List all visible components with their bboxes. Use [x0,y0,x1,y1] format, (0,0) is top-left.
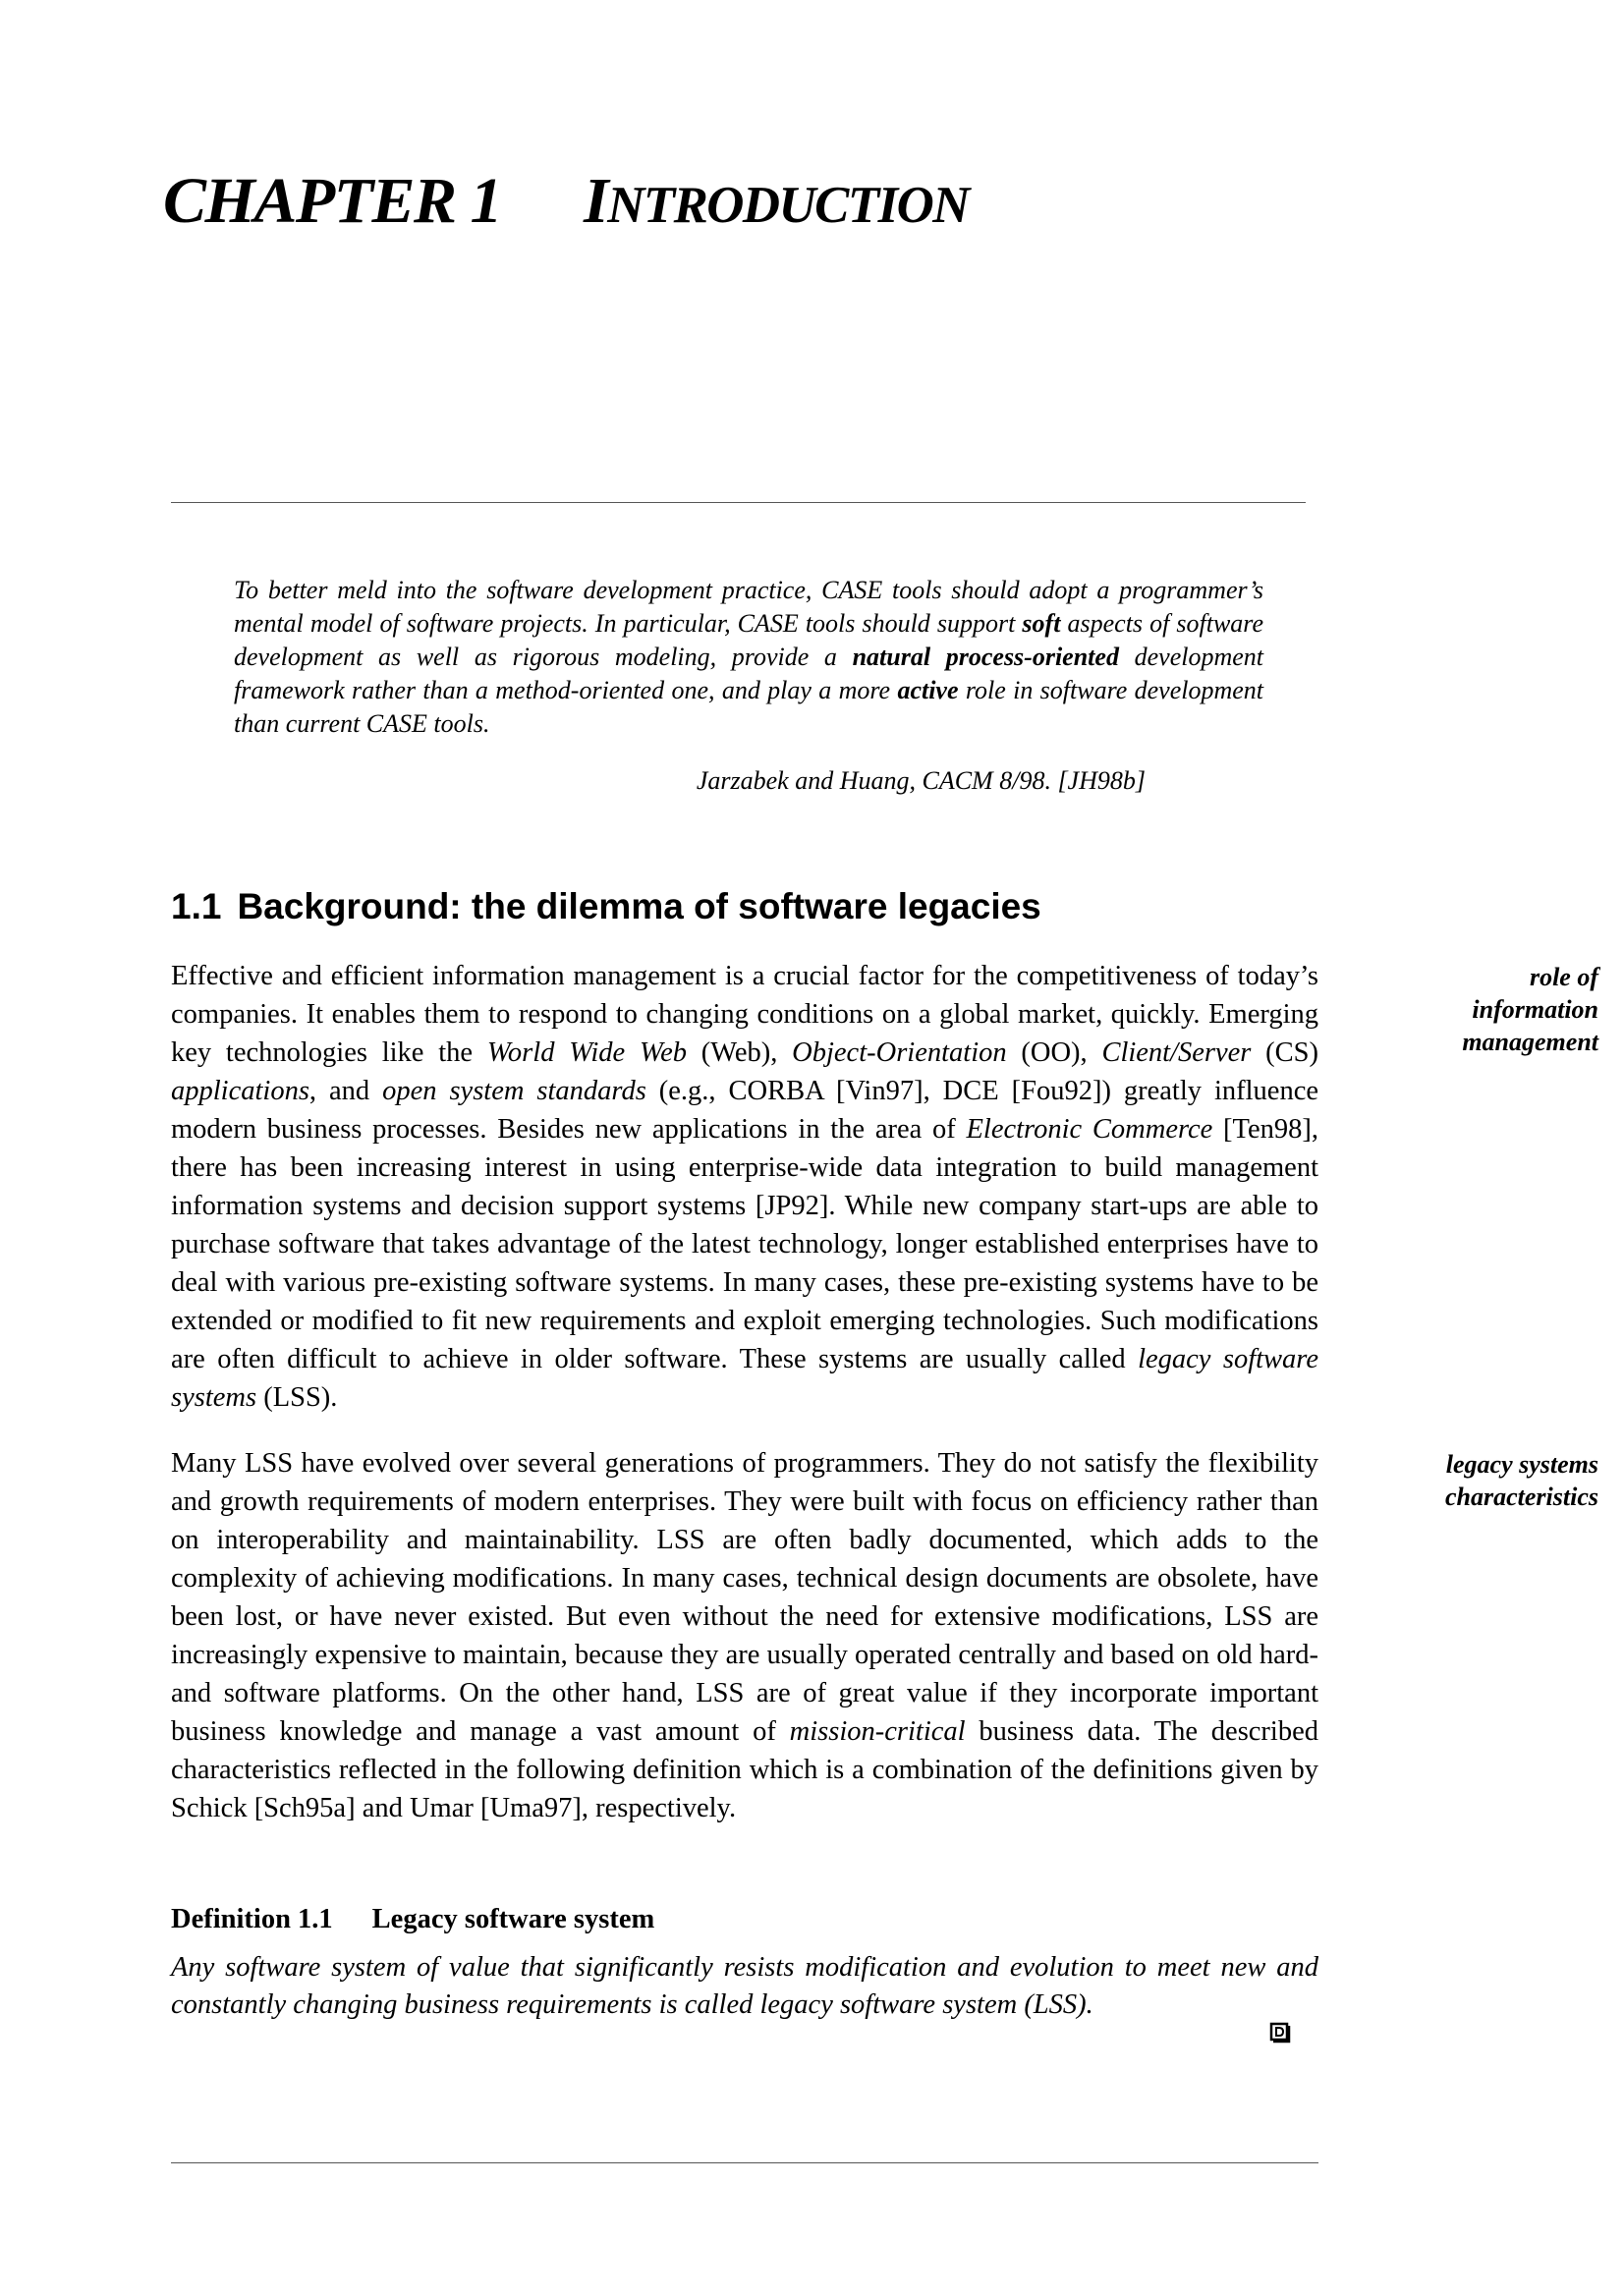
paragraph-run: World Wide Web [486,1037,687,1068]
epigraph-quote [234,574,1263,741]
paragraph-run: Client/Server [1101,1037,1252,1068]
paragraph-run: Object-Orientation [792,1037,1007,1068]
definition-text: Any software system of value that significantly resists modification and evolution to meet new and constantly changing business requirements is called legacy software system (LSS). [171,1952,1318,2020]
paragraph-run: Many LSS have evolved over several generations of programmers. They do not satisfy the flexibility and growth requirements of modern enterprises. They were built with focus on efficiency rather than on interoperability and maintainability. LSS are often badly documented, which adds to the complexity of achieving modifications. In many cases, technical design documents are obsolete, have been lost, or have never existed. But even without the need for extensive modifications, LSS are increasingly expensive to maintain, because they are usually operated centrally and based on old hard- and software platforms. On the other hand, LSS are of great value if they incorporate important business knowledge and manage a vast amount of [171,1448,1318,1747]
body-paragraph-legacy-systems [171,1444,1318,1827]
paragraph-run: (CS) [1251,1037,1319,1068]
chapter-title [584,165,969,237]
paragraph-run: [Ten98], there has been increasing interest in using enterprise-wide data integration to build management information systems and decision support systems [JP92]. While new company start-ups are able to purchase software that takes advantage of the latest technology, longer established enterprises have to deal with various pre-existing software systems. In many cases, these pre-existing systems have to be extended or modified to fit new requirements and exploit emerging technologies. Such modifications are often difficult to achieve in older software. These systems are usually called [171,1114,1318,1374]
paragraph-run: (OO), [1006,1037,1102,1068]
paragraph-run: (e.g., CORBA [Vin97], DCE [Fou92]) greatly influence modern business processes. Besides new applications in the area of [171,1076,1318,1145]
definition-heading [171,1904,654,1935]
paragraph-run: applications [171,1076,309,1106]
epigraph-run: active [897,676,959,704]
epigraph-run: natural process-oriented [852,643,1119,671]
definition-end-icon [1269,2022,1291,2043]
chapter-title-initial: I [584,165,608,237]
paragraph-run: mission-critical [789,1716,966,1747]
paragraph-run: , and [308,1076,383,1106]
margin-note-role-of-information-management: role of information management [1462,963,1598,1056]
paragraph-run: legacy software systems [171,1344,1318,1413]
epigraph-run: role in software development than current CASE tools. [234,676,1264,738]
paragraph-run: Electronic Commerce [966,1114,1213,1145]
margin-note-legacy-systems-characteristics: legacy systems characteristics [1445,1450,1598,1511]
epigraph-attribution: Jarzabek and Huang, CACM 8/98. [JH98b] [696,766,1146,795]
paragraph-run: (Web), [687,1037,793,1068]
paragraph-run: open system standards [382,1076,646,1106]
top-divider [171,502,1306,503]
chapter-heading [163,165,969,237]
epigraph-run: development framework rather than a method-oriented one, and play a more [234,643,1263,704]
section-number: 1.1 [171,886,222,926]
epigraph-run: To better meld into the software development practice, CASE tools should adopt a programmer’s mental model of software projects. In particular, CASE tools should support [234,576,1263,638]
paragraph-run: business data. The described characteristics reflected in the following definition which is a combination of the definitions given by Schick [Sch95a] and Umar [Uma97], respectively. [171,1716,1318,1823]
epigraph-run: aspects of software development as well as rigorous modeling, provide a [234,609,1264,671]
paragraph-run: (LSS). [256,1382,338,1413]
definition-label: Definition 1.1 [171,1904,333,1934]
chapter-number: CHAPTER 1 [163,165,502,237]
chapter-title-rest: NTRODUCTION [607,177,969,234]
section-heading [171,882,1041,931]
bottom-divider [171,2162,1318,2163]
definition-title: Legacy software system [371,1904,655,1934]
paragraph-run: Effective and efficient information management is a crucial factor for the competitiveness of today’s companies. It enables them to respond to changing conditions on a global market, quickly. Emerging key technologies like the [171,961,1318,1068]
section-title: Background: the dilemma of software legacies [237,886,1041,926]
epigraph-run: soft [1022,609,1061,638]
body-paragraph-information-management [171,957,1318,1417]
